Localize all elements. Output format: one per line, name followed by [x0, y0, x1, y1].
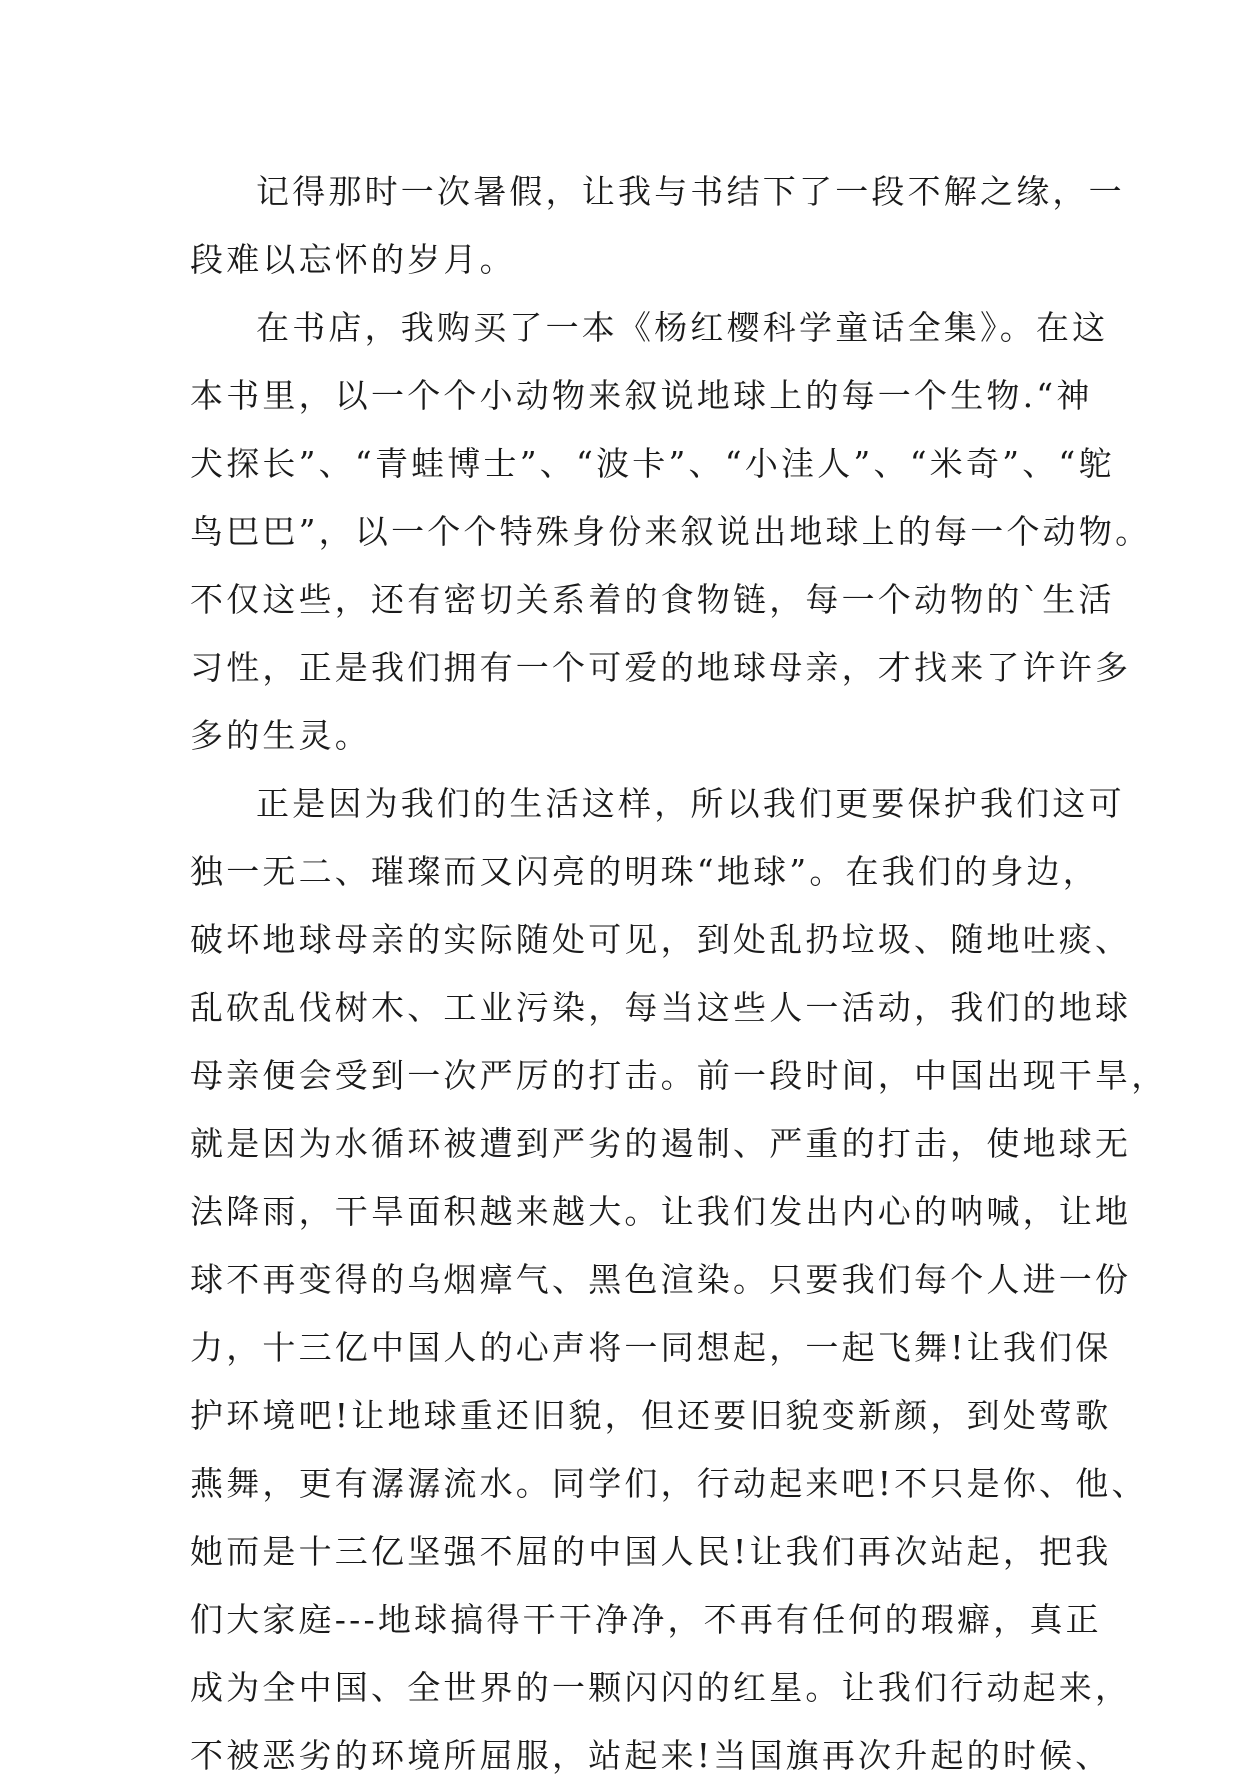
- text-line: 不仅这些，还有密切关系着的食物链，每一个动物的`生活: [190, 580, 1115, 619]
- text-line: 破坏地球母亲的实际随处可见，到处乱扔垃圾、随地吐痰、: [190, 920, 1132, 959]
- text-line: 不被恶劣的环境所屈服，站起来!当国旗再次升起的时候、: [190, 1736, 1112, 1775]
- text-line: 成为全中国、全世界的一颗闪闪的红星。让我们行动起来，: [190, 1668, 1132, 1707]
- text-line: 法降雨，干旱面积越来越大。让我们发出内心的呐喊，让地: [190, 1192, 1132, 1231]
- text-line: 记得那时一次暑假，让我与书结下了一段不解之缘，一: [256, 172, 1125, 211]
- text-line: 正是因为我们的生活这样，所以我们更要保护我们这可: [256, 784, 1125, 823]
- document-body: [190, 158, 1168, 1790]
- text-line: 本书里，以一个个小动物来叙说地球上的每一个生物.“神: [190, 376, 1093, 415]
- text-line: 护环境吧!让地球重还旧貌，但还要旧貌变新颜，到处莺歌: [190, 1396, 1112, 1435]
- text-line: 多的生灵。: [190, 716, 371, 755]
- paragraph-2: [190, 294, 1152, 770]
- text-line: 犬探长”、“青蛙博士”、“波卡”、“小洼人”、“米奇”、“鸵: [190, 444, 1115, 483]
- text-line: 鸟巴巴”，以一个个特殊身份来叙说出地球上的每一个动物。: [190, 512, 1152, 551]
- text-line: 乱砍乱伐树木、工业污染，每当这些人一活动，我们的地球: [190, 988, 1132, 1027]
- paragraph-3: [190, 770, 1168, 1790]
- text-line: 独一无二、璀璨而又闪亮的明珠“地球”。在我们的身边，: [190, 852, 1099, 891]
- text-line: 球不再变得的乌烟瘴气、黑色渲染。只要我们每个人进一份: [190, 1260, 1132, 1299]
- text-line: 就是因为水循环被遭到严劣的遏制、严重的打击，使地球无: [190, 1124, 1132, 1163]
- text-line: 们大家庭---地球搞得干干净净，不再有任何的瑕癖，真正: [190, 1600, 1102, 1639]
- text-line: 习性，正是我们拥有一个可爱的地球母亲，才找来了许许多: [190, 648, 1132, 687]
- paragraph-1: [190, 158, 1125, 294]
- text-line: 力，十三亿中国人的心声将一同想起，一起飞舞!让我们保: [190, 1328, 1112, 1367]
- text-line: 母亲便会受到一次严厉的打击。前一段时间，中国出现干旱，: [190, 1056, 1168, 1095]
- text-line: 段难以忘怀的岁月。: [190, 240, 516, 279]
- text-line: 她而是十三亿坚强不屈的中国人民!让我们再次站起，把我: [190, 1532, 1112, 1571]
- text-line: 燕舞，更有潺潺流水。同学们，行动起来吧!不只是你、他、: [190, 1464, 1148, 1503]
- text-line: 在书店，我购买了一本《杨红樱科学童话全集》。在这: [256, 308, 1109, 347]
